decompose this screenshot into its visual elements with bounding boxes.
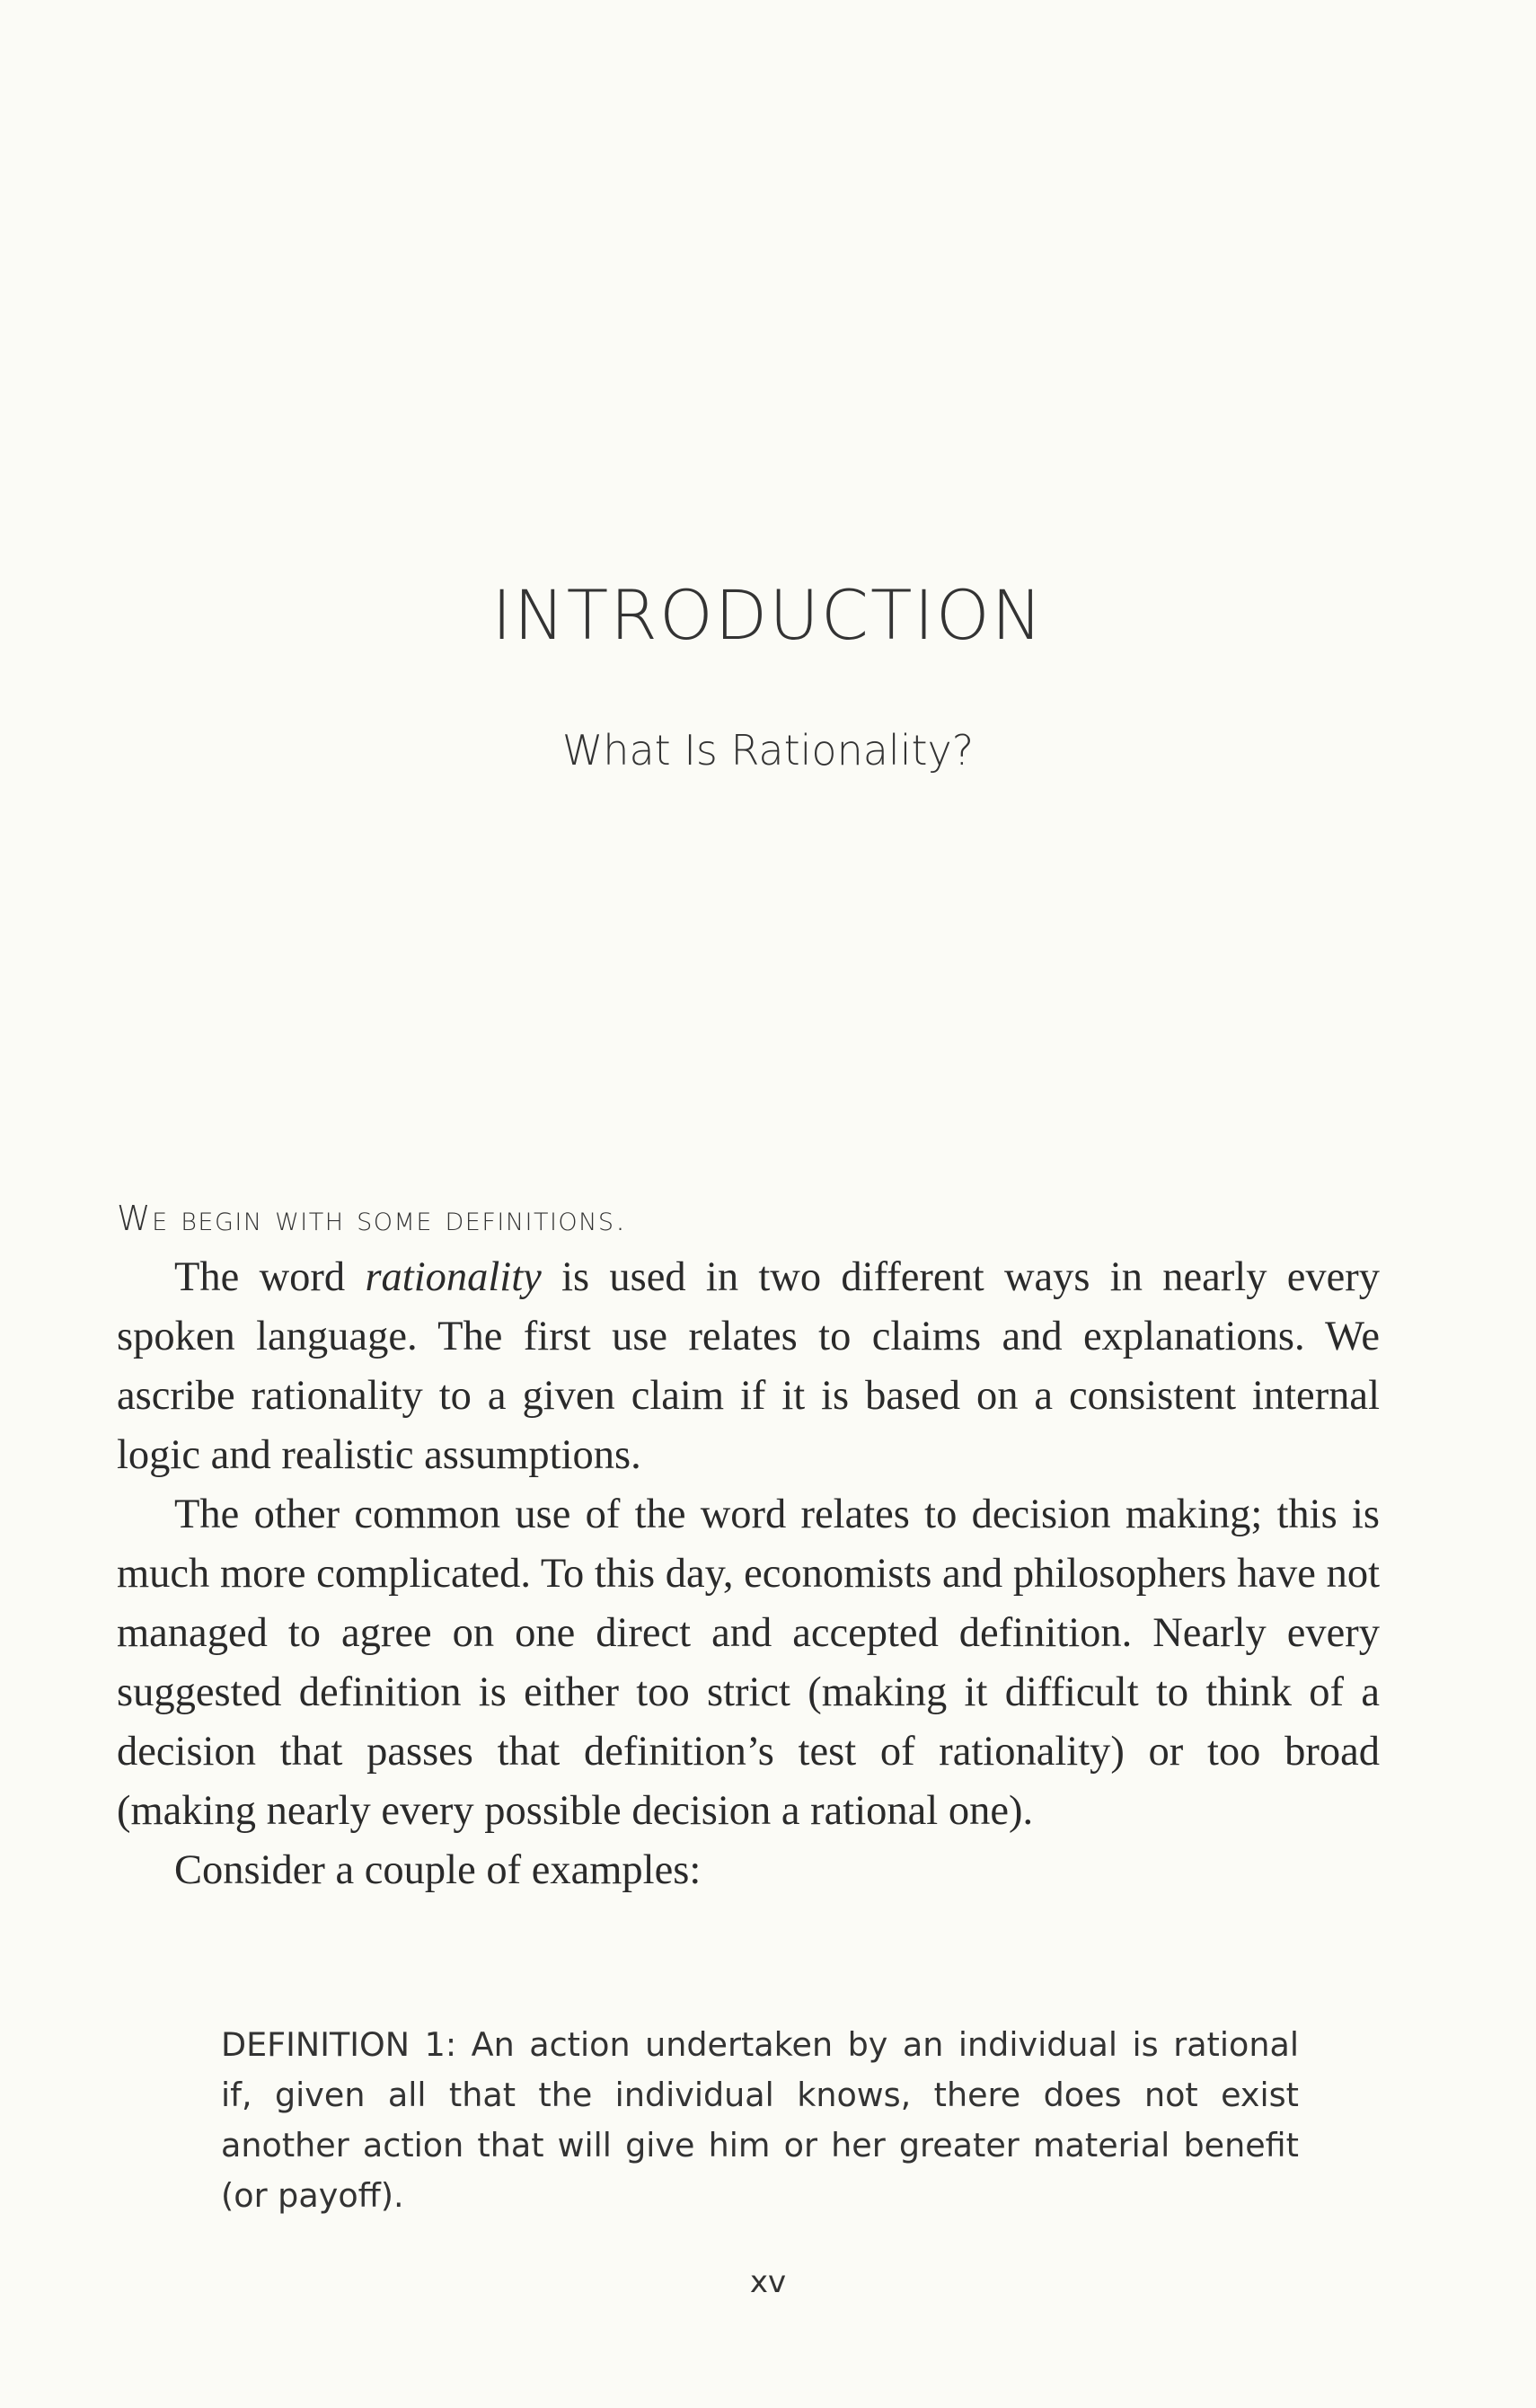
chapter-title: INTRODUCTION (491, 575, 1045, 655)
paragraph-1-start: The word (174, 1254, 366, 1300)
paragraph-1-rest: is used in two different ways in nearly every spoken language. The first use relates to claims and explanations. We ascribe rationality to a given claim if it is based on a consistent internal logic and realistic assumptions. (117, 1254, 1380, 1478)
term-rationality: rationality (365, 1254, 542, 1300)
smallcaps-lead: We begin with some definitions. (117, 1199, 628, 1238)
paragraph-1 (117, 1248, 1380, 1485)
paragraph-2: The other common use of the word relates to decision making; this is much more complicated. To this day, economists and philosophers have not managed to agree on one direct and accepted definition. Nearly every suggested definition is either too strict (making it difficult to think of a decision that passes that definition’s test of rationality) or too broad (making nearly every possible decision a rational one). (117, 1492, 1380, 1834)
body-text (117, 1188, 1380, 1900)
chapter-subtitle: What Is Rationality? (561, 726, 975, 775)
page-number: xv (749, 2264, 787, 2300)
definition-1: DEFINITION 1: An action undertaken by an individual is rational if, given all that the individual knows, there does not exist another action that will give him or her greater material benefit (or payoff). (221, 2025, 1299, 2215)
lead-line (117, 1188, 1380, 1248)
paragraph-3: Consider a couple of examples: (174, 1847, 702, 1893)
